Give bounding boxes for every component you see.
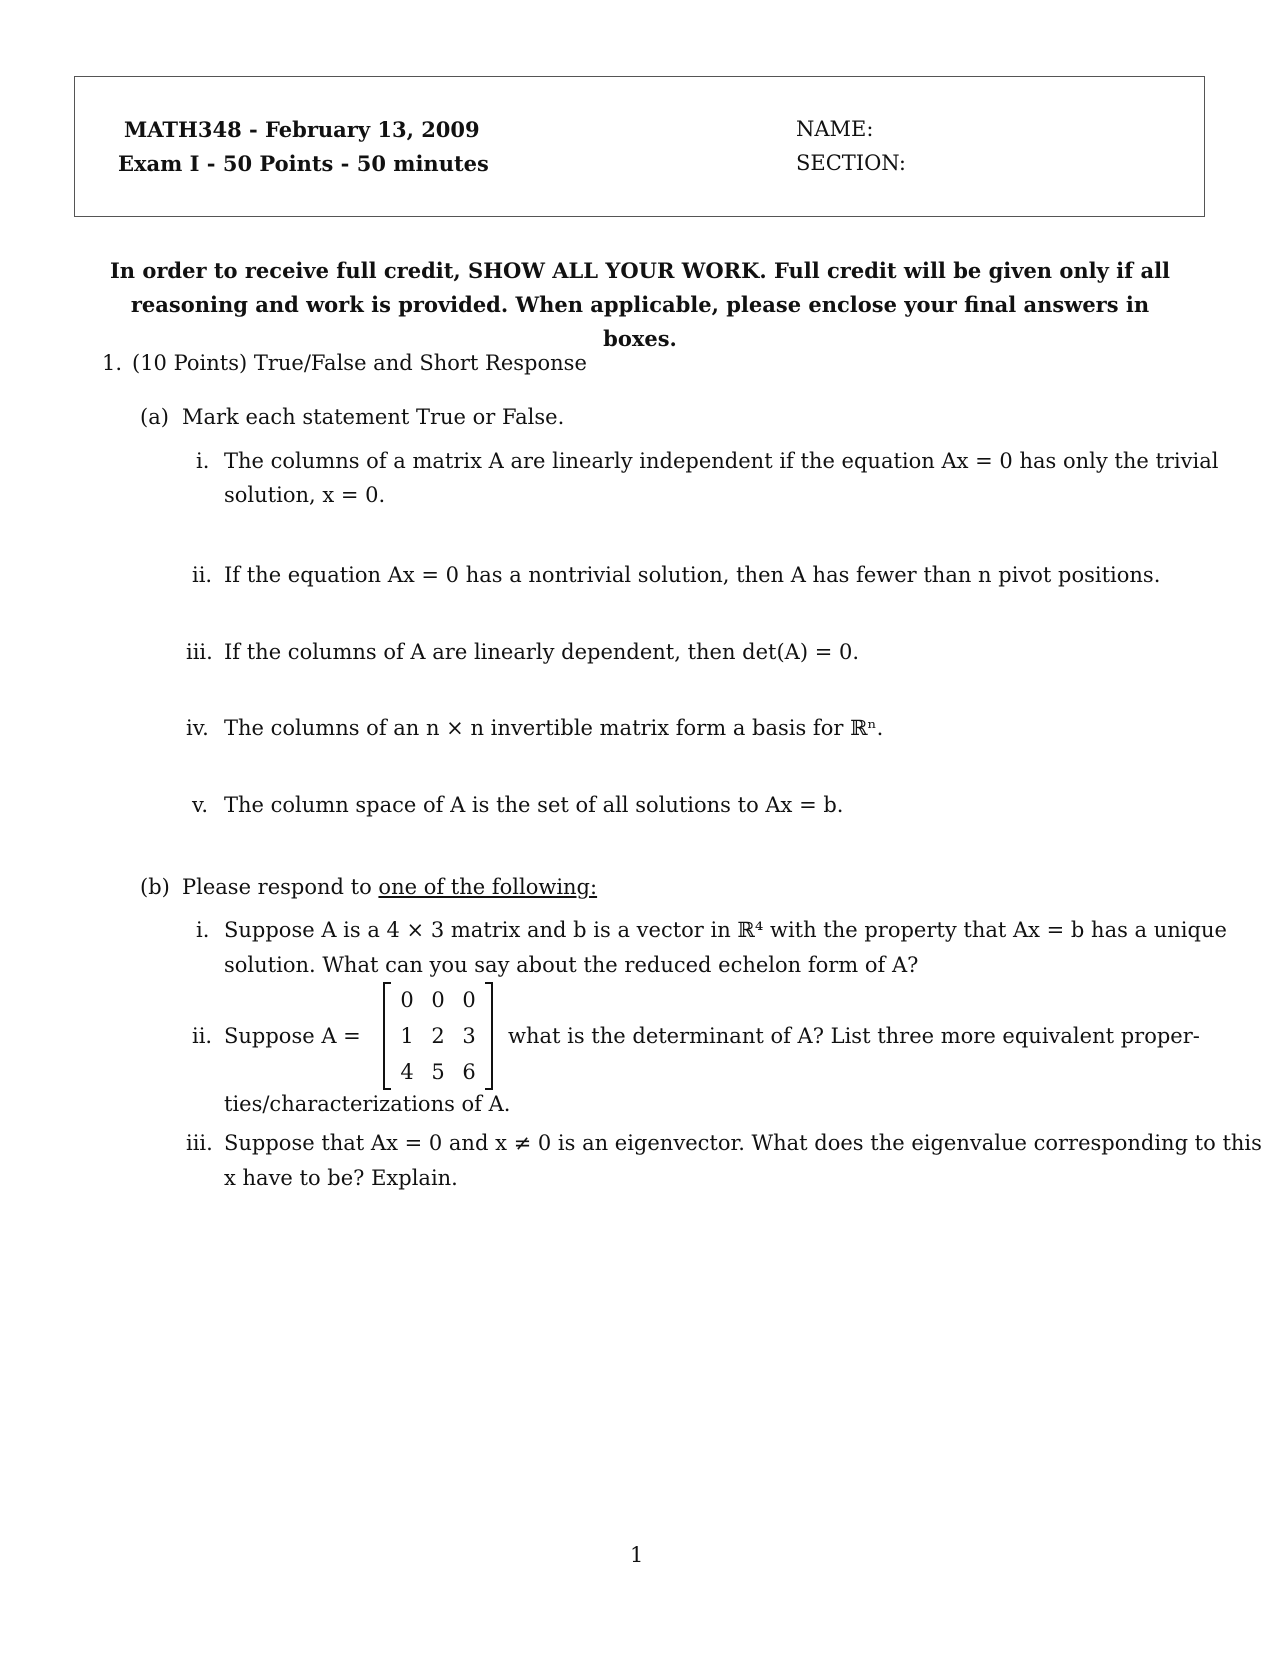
a-item-iv-label: iv. xyxy=(186,716,209,740)
b-item-i-text: Suppose A is a 4 × 3 matrix and b is a vector in ℝ⁴ with the property that Ax = b has a unique xyxy=(224,918,1227,942)
b-item-i-label: i. xyxy=(196,918,210,942)
b-item-i-text-2: solution. What can you say about the reduced echelon form of A? xyxy=(224,953,919,977)
question-1-number: 1. xyxy=(102,351,123,375)
exam-header-box xyxy=(74,76,1205,217)
a-item-v-text: The column space of A is the set of all solutions to Ax = b. xyxy=(224,793,844,817)
part-a-label: (a) xyxy=(140,405,169,429)
a-item-i-text-2: solution, x = 0. xyxy=(224,483,386,507)
a-item-ii-label: ii. xyxy=(192,563,213,587)
a-item-iii-text: If the columns of A are linearly dependent, then det(A) = 0. xyxy=(224,640,860,664)
b-item-iii-label: iii. xyxy=(186,1131,213,1155)
instructions xyxy=(96,254,1184,356)
section-label: SECTION: xyxy=(796,151,907,175)
instructions-line1: In order to receive full credit, SHOW ALL YOUR WORK. Full credit will be given only if all xyxy=(109,258,1171,283)
b-item-ii-label: ii. xyxy=(192,1024,213,1048)
matrix-cell: 0 xyxy=(431,988,445,1012)
a-item-ii-text: If the equation Ax = 0 has a nontrivial solution, then A has fewer than n pivot positions. xyxy=(224,563,1161,587)
part-b-prompt-underlined: one of the following: xyxy=(378,875,598,899)
matrix-row-3 xyxy=(397,1060,479,1084)
matrix-cell: 4 xyxy=(400,1060,414,1084)
instructions-line2: reasoning and work is provided. When applicable, please enclose your final answers in boxes. xyxy=(130,292,1150,351)
b-item-ii-pre: Suppose A = xyxy=(224,1024,361,1048)
part-b-prompt-pre: Please respond to xyxy=(182,875,372,899)
matrix-row-2 xyxy=(397,1024,479,1048)
b-item-ii-post: what is the determinant of A? List three more equivalent proper- xyxy=(508,1024,1200,1048)
part-b-prompt xyxy=(182,875,597,899)
b-item-iii-text: Suppose that Ax = 0 and x ≠ 0 is an eigenvector. What does the eigenvalue corresponding to this xyxy=(224,1131,1262,1155)
exam-info: Exam I - 50 Points - 50 minutes xyxy=(118,151,489,176)
matrix-cell: 2 xyxy=(431,1024,445,1048)
part-b-label: (b) xyxy=(140,875,170,899)
page-number: 1 xyxy=(630,1543,644,1567)
matrix-cell: 0 xyxy=(400,988,414,1012)
part-a-prompt: Mark each statement True or False. xyxy=(182,405,565,429)
a-item-iv-text: The columns of an n × n invertible matrix form a basis for ℝⁿ. xyxy=(224,716,884,740)
matrix-cell: 6 xyxy=(462,1060,476,1084)
matrix-cell: 1 xyxy=(400,1024,414,1048)
matrix-cell: 0 xyxy=(462,988,476,1012)
b-item-ii-text-2: ties/characterizations of A. xyxy=(224,1092,511,1116)
course-date: MATH348 - February 13, 2009 xyxy=(124,117,480,142)
a-item-iii-label: iii. xyxy=(186,640,213,664)
matrix-cell: 5 xyxy=(431,1060,445,1084)
a-item-i-label: i. xyxy=(196,449,210,473)
b-item-iii-text-2: x have to be? Explain. xyxy=(224,1166,458,1190)
matrix-cell: 3 xyxy=(462,1024,476,1048)
question-1-title: (10 Points) True/False and Short Response xyxy=(132,351,587,375)
matrix-a xyxy=(383,982,493,1090)
matrix-left-bracket xyxy=(383,982,391,1090)
a-item-i-text: The columns of a matrix A are linearly independent if the equation Ax = 0 has only the trivial xyxy=(224,449,1219,473)
name-label: NAME: xyxy=(796,117,874,141)
matrix-right-bracket xyxy=(485,982,493,1090)
a-item-v-label: v. xyxy=(192,793,209,817)
matrix-row-1 xyxy=(397,988,479,1012)
